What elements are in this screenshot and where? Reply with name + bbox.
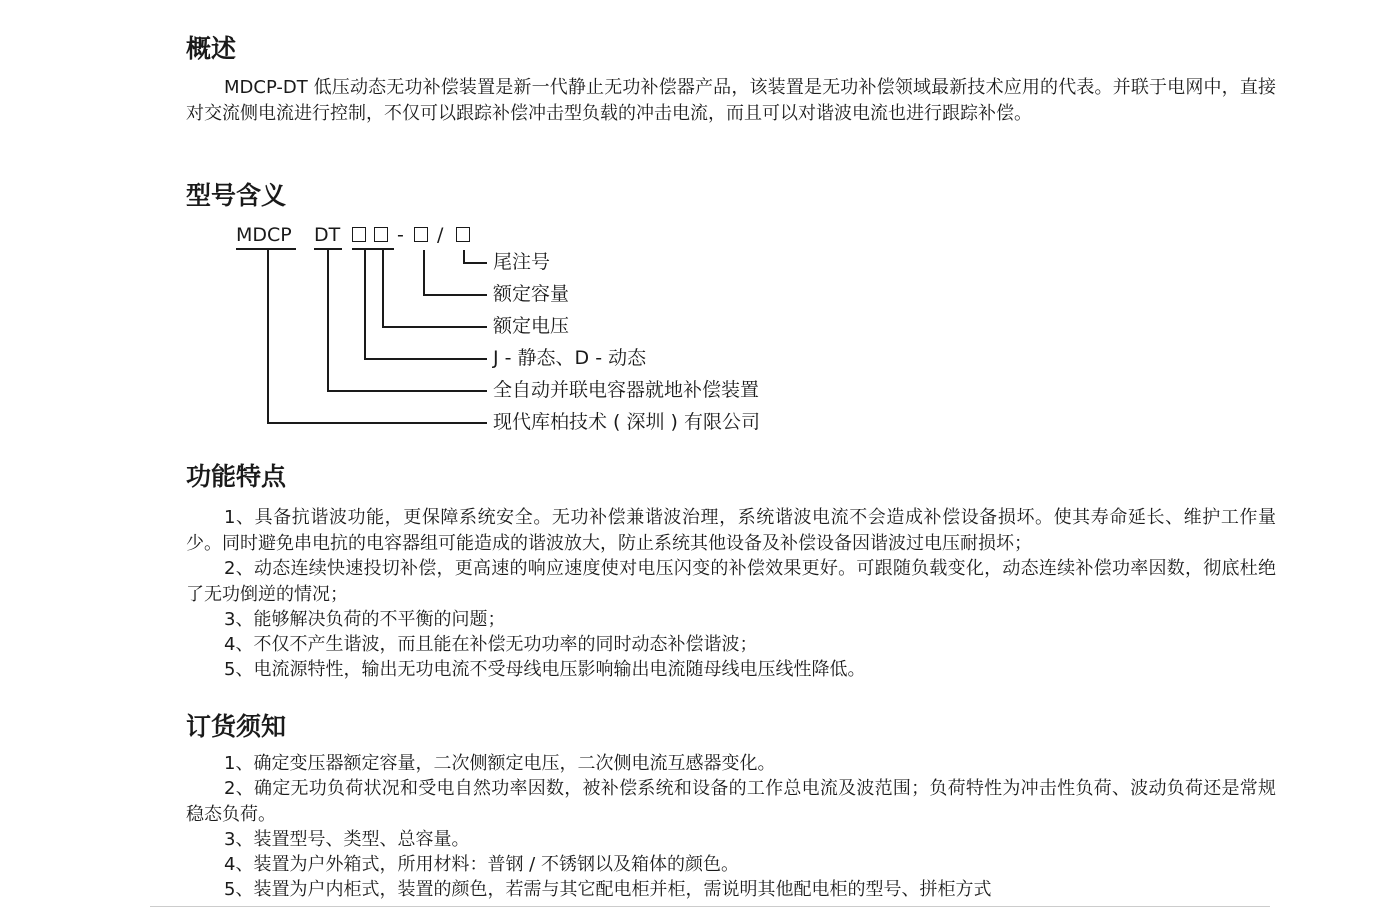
connector-h-5 (327, 390, 487, 392)
ordering-item-3: 3、装置型号、类型、总容量。 (224, 829, 470, 850)
connector-h-6 (267, 422, 487, 424)
feature-item-2: 2、动态连续快速投切补偿，更高速的响应速度使对电压闪变的补偿效果更好。可跟随负载变化，动态连续补偿功率因数，彻底杜绝了无功倒逆的情况； (186, 558, 1276, 605)
overview-heading: 概述 (186, 34, 237, 63)
model-code-dash: - (397, 224, 404, 246)
connector-h-3 (382, 326, 487, 328)
features-heading: 功能特点 (186, 462, 287, 491)
connector-v-5 (327, 250, 329, 391)
feature-item-3: 3、能够解决负荷的不平衡的问题； (224, 609, 506, 630)
connector-v-4 (364, 250, 366, 359)
model-code-box-1 (352, 227, 366, 242)
underline-prefix (236, 248, 296, 250)
model-label-voltage: 额定电压 (493, 315, 570, 337)
model-code-box-3 (414, 227, 428, 242)
connector-h-4 (364, 358, 487, 360)
overview-text: MDCP-DT 低压动态无功补偿装置是新一代静止无功补偿器产品，该装置是无功补偿领域最新技术应用的代表。并联于电网中，直接对交流侧电流进行控制，不仅可以跟踪补偿冲击型负载的冲击电流，而且可以对谐波电流也进行跟踪补偿。 (186, 77, 1276, 124)
ordering-item-4: 4、装置为户外箱式，所用材料：普钢 / 不锈钢以及箱体的颜色。 (224, 854, 739, 875)
model-label-capacity: 额定容量 (493, 283, 570, 305)
model-code-prefix: MDCP (236, 224, 292, 246)
connector-v-3 (382, 250, 384, 327)
model-code-slash: / (437, 224, 444, 246)
feature-item-5: 5、电流源特性，输出无功电流不受母线电压影响输出电流随母线电压线性降低。 (224, 659, 866, 680)
connector-h-2 (423, 294, 487, 296)
connector-v-6 (267, 250, 269, 423)
model-code-box-2 (374, 227, 388, 242)
model-code-box-4 (456, 227, 470, 242)
model-label-type: J - 静态、D - 动态 (493, 347, 647, 369)
connector-v-2 (423, 250, 425, 295)
model-heading: 型号含义 (186, 181, 287, 210)
ordering-item-2: 2、确定无功负荷状况和受电自然功率因数，被补偿系统和设备的工作总电流及波范围；负荷特性为冲击性负荷、波动负荷还是常规稳态负荷。 (186, 778, 1276, 825)
model-label-company: 现代库柏技术 ( 深圳 ) 有限公司 (493, 411, 760, 433)
model-label-suffix: 尾注号 (493, 251, 551, 273)
ordering-heading: 订货须知 (186, 712, 287, 741)
feature-item-1: 1、具备抗谐波功能，更保障系统安全。无功补偿兼谐波治理，系统谐波电流不会造成补偿设备损坏。使其寿命延长、维护工作量少。同时避免串电抗的电容器组可能造成的谐波放大，防止系统其他设备及补偿设备因谐波过电压耐损坏； (186, 507, 1276, 554)
ordering-item-1: 1、确定变压器额定容量，二次侧额定电压，二次侧电流互感器变化。 (224, 753, 776, 774)
page-bottom-rule (150, 906, 1270, 907)
feature-item-4: 4、不仅不产生谐波，而且能在补偿无功功率的同时动态补偿谐波； (224, 634, 758, 655)
connector-h-1 (463, 262, 487, 264)
underline-boxes (352, 248, 394, 250)
model-label-device: 全自动并联电容器就地补偿装置 (493, 379, 760, 401)
model-code-series: DT (314, 224, 341, 246)
ordering-item-5: 5、装置为户内柜式，装置的颜色，若需与其它配电柜并柜，需说明其他配电柜的型号、拼柜方式 (224, 879, 992, 900)
